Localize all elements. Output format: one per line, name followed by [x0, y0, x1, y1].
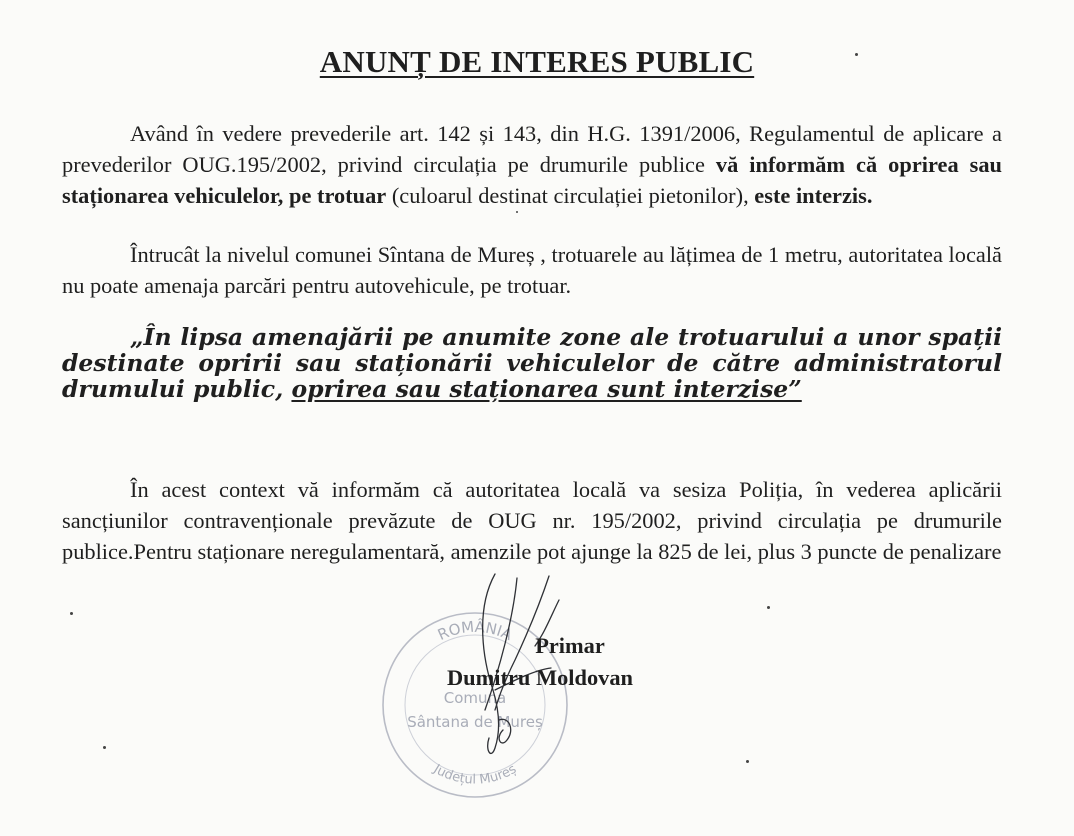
- scan-speck: [70, 612, 73, 615]
- paragraph-penalties: În acest context vă informăm că autoritatea locală va sesiza Poliția, în vederea aplicării sancțiunilor contravenționale prevăzute de OUG nr. 195/2002, privind circulația pe drumurile publice.Pentru staționare neregulamentară, amenzile pot ajunge la 825 de lei, plus 3 puncte de penalizare: [62, 477, 1002, 564]
- signatory-name: Dumitru Moldovan: [447, 665, 633, 690]
- scan-speck: [767, 606, 770, 609]
- paragraph-bold-text: este interzis.: [754, 183, 873, 208]
- document-title: ANUNȚ DE INTERES PUBLIC: [319, 44, 755, 79]
- paragraph-legal-basis: [62, 118, 1002, 211]
- signature-block: [400, 630, 680, 694]
- stamp-middle-line2: Sântana de Mureș: [407, 713, 543, 731]
- paragraph-text: (culoarul destinat circulației pietonilor),: [386, 183, 755, 208]
- quote-underlined-text: oprirea sau staționarea sunt interzise”: [291, 375, 802, 403]
- scan-speck: [855, 53, 858, 56]
- signatory-role: Primar: [535, 633, 605, 658]
- stamp-bottom-text: Județul Mureș: [430, 761, 520, 788]
- scan-speck: [746, 760, 749, 763]
- stamp-top-text: ROMÂNIA: [434, 617, 516, 645]
- paragraph-sidewalk-width: Întrucât la nivelul comunei Sîntana de Mureș , trotuarele au lățimea de 1 metru, autoritatea locală nu poate amenaja parcări pentru autovehicule, pe trotuar.: [62, 242, 1002, 298]
- paragraph-bold-text: vă informăm că oprirea sau staționarea vehiculelor, pe trotuar: [62, 152, 1002, 208]
- quote-text: „În lipsa amenajării pe anumite zone ale trotuarului a unor spații destinate opririi sau staționării vehiculelor de către administratorul drumului public,: [62, 323, 1002, 403]
- quoted-regulation: [62, 324, 1002, 402]
- scan-speck: [516, 211, 518, 213]
- stamp-middle-line1: Comuna: [443, 689, 507, 707]
- scan-speck: [103, 746, 106, 749]
- paragraph-text: Având în vedere prevederile art. 142 și 143, din H.G. 1391/2006, Regulamentul de aplicare a prevederilor OUG.195/2002, privind circulația pe drumurile publice: [62, 121, 1002, 177]
